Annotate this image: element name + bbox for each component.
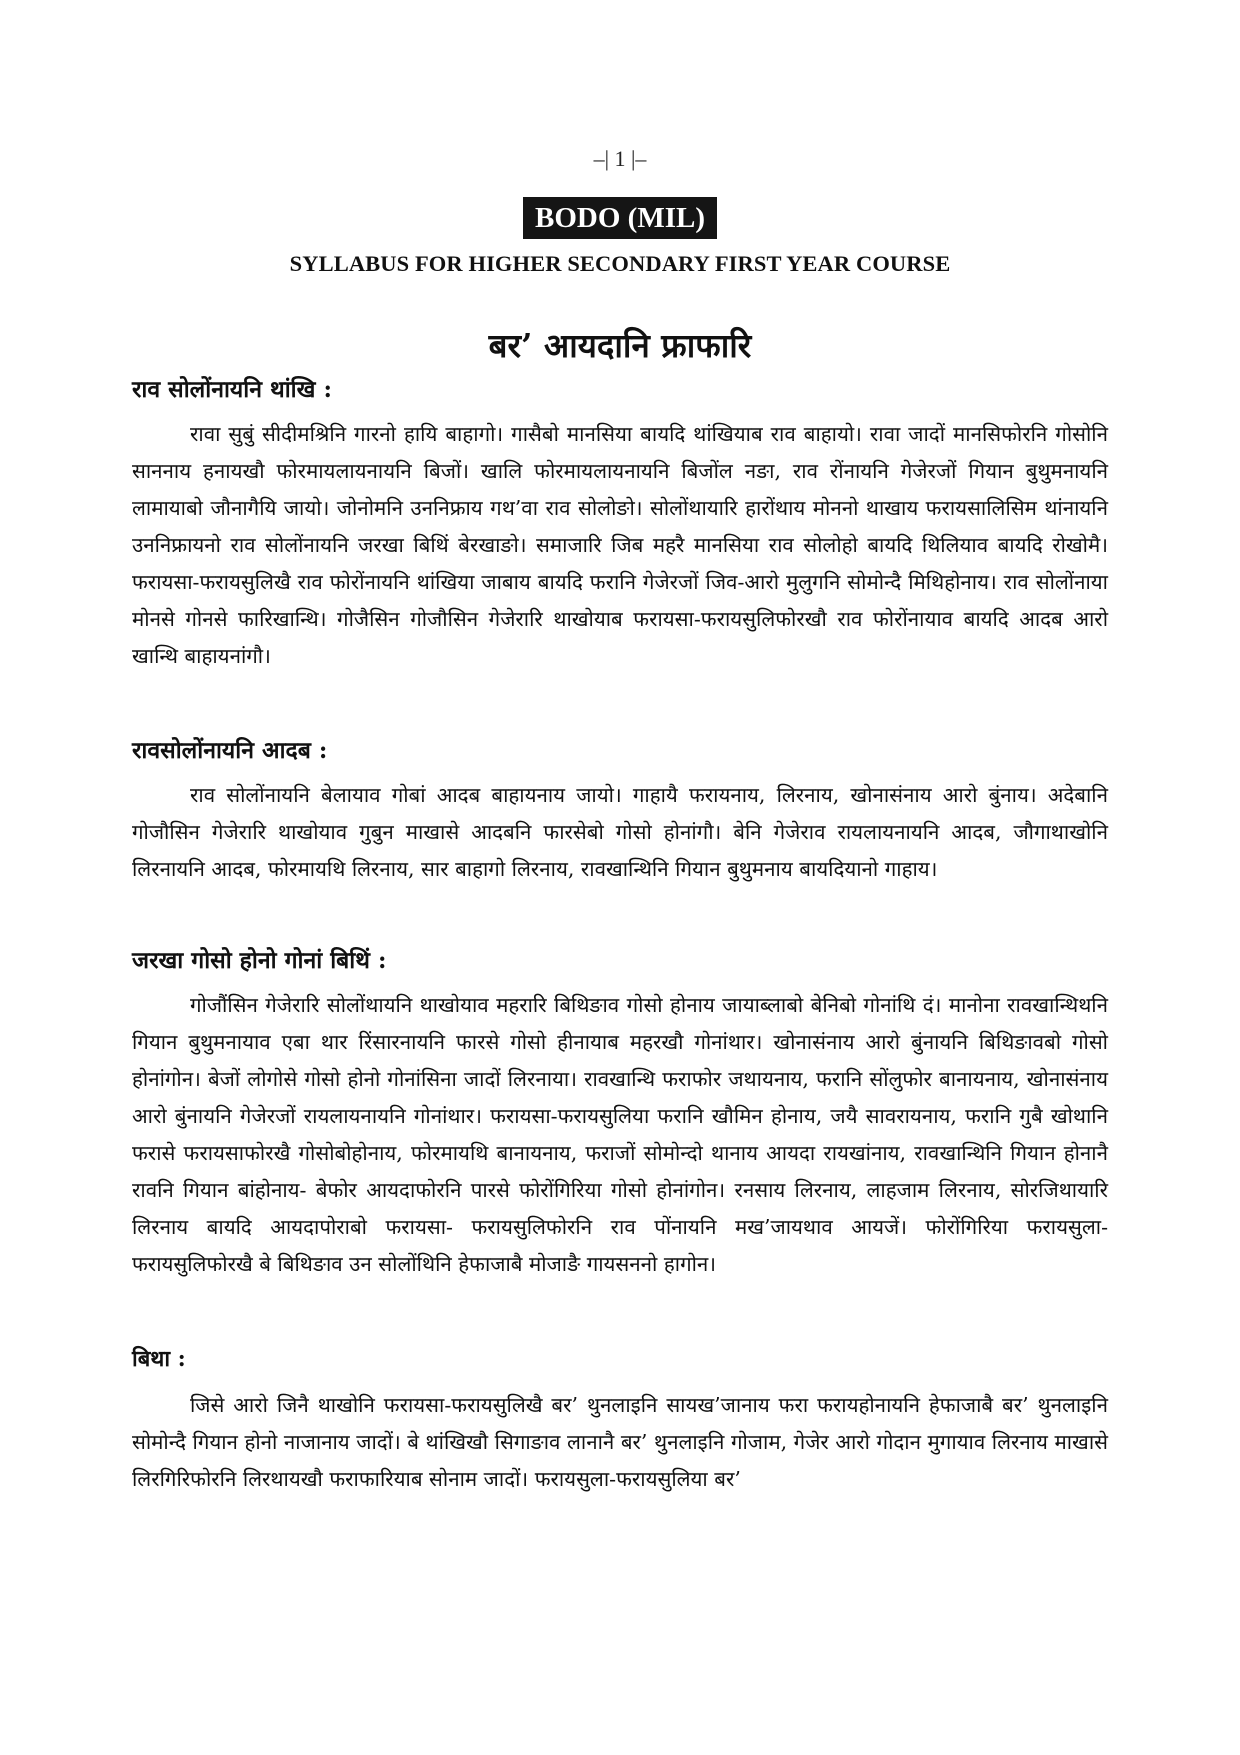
section-heading-3: जरखा गोसो होनो गोनां बिथिं : [132,947,387,974]
section-heading-4: बिथा : [132,1346,186,1372]
document-title: BODO (MIL) [523,197,717,239]
section-paragraph-1: रावा सुबुं सीदीमश्रिनि गारनो हायि बाहागो। गासैबो मानसिया बायदि थांखियाब राव बाहायो। रावा जादों मानसिफोरनि गोसोनि साननाय हनायखौ फोरमायलायनायनि बिजों। खालि फोरमायलायनायनि बिजोंल नङा, राव रोंनायनि गेजेरजों गियान बुथुमनायनि लामायाबो जौनागैयि जायो। जोनोमनि उननिफ्राय गथ’वा राव सोलोङो। सोलोंथायारि हारोंथाय मोननो थाखाय फरायसालिसिम थांनायनि उननिफ्रायनो राव सोलोंनायनि जरखा बिथिं बेरखाङो। समाजारि जिब महरै मानसिया राव सोलोहो बायदि थिलियाव बायदि रोखोमै। फरायसा-फरायसुलिखै राव फोरोंनायनि थांखिया जाबाय बायदि फरानि गेजेरजों जिव-आरो मुलुगनि सोमोन्दै मिथिहोनाय। राव सोलोंनाया मोनसे गोनसे फारिखान्थि। गोजैसिन गोजौसिन गेजेरारि थाखोयाब फरायसा-फरायसुलिफोरखौ राव फोरोंनायाव बायदि आदब आरो खान्थि बाहायनांगौ। [132,422,1108,668]
main-heading: बर’ आयदानि फ्राफारि [488,326,752,365]
section-paragraph-4: जिसे आरो जिनै थाखोनि फरायसा-फरायसुलिखै बर’ थुनलाइनि सायख’जानाय फरा फरायहोनायनि हेफाजाबै बर’ थुनलाइनि सोमोन्दै गियान होनो नाजानाय जादों। बे थांखिखौ सिगाङाव लानानै बर’ थुनलाइनि गोजाम, गेजेर आरो गोदान मुगायाव लिरनाय माखासे लिरगिरिफोरनि लिरथायखौ फराफारियाब सोनाम जादों। फरायसुला-फरायसुलिया बर’ [132,1393,1108,1491]
section-paragraph-2: राव सोलोंनायनि बेलायाव गोबां आदब बाहायनाय जायो। गाहायै फरायनाय, लिरनाय, खोनासंनाय आरो बुंनाय। अदेबानि गोजौसिन गेजेरारि थाखोयाव गुबुन माखासे आदबनि फारसेबो गोसो होनांगौ। बेनि गेजेराव रायलायनायनि आदब, जौगाथाखोनि लिरनायनि आदब, फोरमायथि लिरनाय, सार बाहागो लिरनाय, रावखान्थिनि गियान बुथुमनाय बायदियानो गाहाय। [132,783,1108,881]
section-heading-2: रावसोलोंनायनि आदब : [132,737,328,764]
page-number: –| 1 |– [593,146,647,171]
section-heading-1: राव सोलोंनायनि थांखि : [132,376,332,403]
title-container [0,197,1240,239]
document-subtitle: SYLLABUS FOR HIGHER SECONDARY FIRST YEAR COURSE [289,251,951,276]
section-paragraph-3: गोजौंसिन गेजेरारि सोलोंथायनि थाखोयाव महरारि बिथिङाव गोसो होनाय जायाब्लाबो बेनिबो गोनांथि दं। मानोना रावखान्थिथनि गियान बुथुमनायाव एबा थार रिंसारनायनि फारसे गोसो हीनायाब महरखौ गोनांथार। खोनासंनाय आरो बुंनायनि बिथिङावबो गोसो होनांगोन। बेजों लोगोसे गोसो होनो गोनांसिना जादों लिरनाया। रावखान्थि फराफोर जथायनाय, फरानि सोंलुफोर बानायनाय, खोनासंनाय आरो बुंनायनि गेजेरजों रायलायनायनि गोनांथार। फरायसा-फरायसुलिया फरानि खौमिन होनाय, जयै सावरायनाय, फरानि गुबै खोथानि फरासे फरायसाफोरखै गोसोबोहोनाय, फोरमायथि बानायनाय, फराजों सोमोन्दो थानाय आयदा रायखांनाय, रावखान्थिनि गियान होनानै रावनि गियान बांहोनाय- बेफोर आयदाफोरनि पारसे फोरोंगिरिया गोसो होनांगोन। रनसाय लिरनाय, लाहजाम लिरनाय, सोरजिथायारि लिरनाय बायदि आयदापोराबो फरायसा- फरायसुलिफोरनि राव पोंनायनि मख’जायथाव आयजें। फोरोंगिरिया फरायसुला-फरायसुलिफोरखै बे बिथिङाव उन सोलोंथिनि हेफाजाबै मोजाङै गायसननो हागोन। [132,993,1108,1276]
